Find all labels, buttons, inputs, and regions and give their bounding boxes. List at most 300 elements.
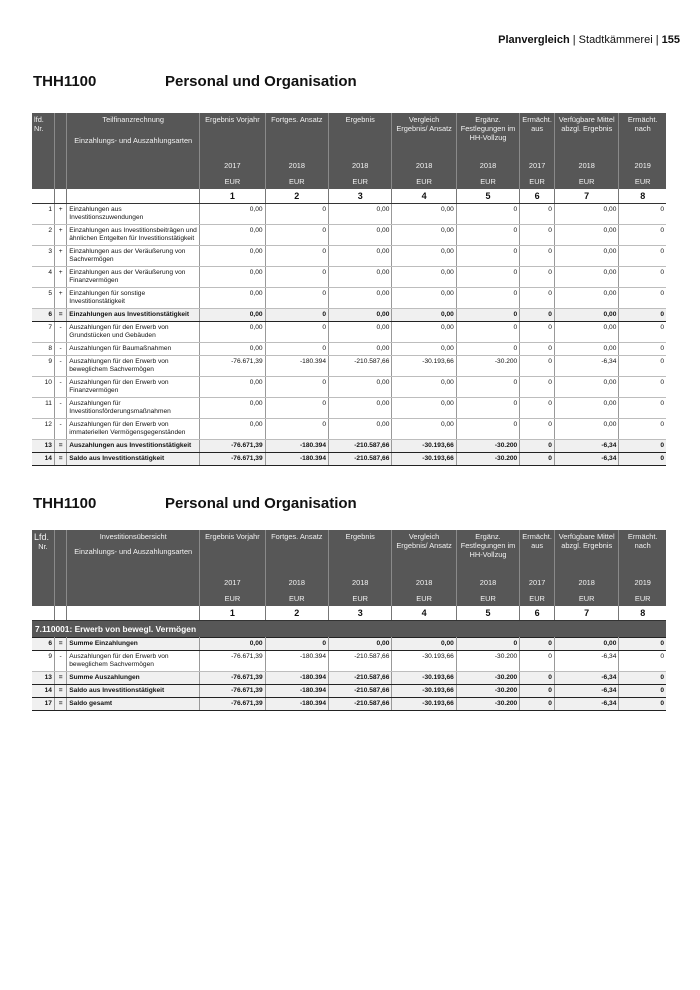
value-cell: 0 — [520, 698, 555, 711]
value-cell: -30.193,66 — [392, 356, 456, 377]
unit-cell: EUR — [554, 173, 618, 189]
col-header-6: Ermächt. aus — [520, 113, 555, 157]
value-cell: 0,00 — [329, 225, 392, 246]
row-label: Summe Einzahlungen — [67, 638, 200, 651]
investitionsuebersicht-table — [32, 530, 666, 711]
value-cell: 0,00 — [329, 419, 392, 440]
section2-title — [33, 495, 357, 512]
col-header-4: Vergleich Ergebnis/ Ansatz — [392, 530, 456, 574]
col-index: 6 — [520, 189, 555, 204]
unit-cell: EUR — [520, 173, 555, 189]
row-label: Auszahlungen für den Erwerb von Finanzvermögen — [67, 377, 200, 398]
value-cell: 0 — [520, 309, 555, 322]
col-header-3: Ergebnis — [329, 530, 392, 574]
table-row — [32, 267, 666, 288]
unit-cell: EUR — [265, 173, 328, 189]
value-cell: 0 — [265, 398, 328, 419]
value-cell: 0,00 — [200, 419, 265, 440]
row-label: Auszahlungen für Investitionsförderungsmaßnahmen — [67, 398, 200, 419]
row-label: Saldo gesamt — [67, 698, 200, 711]
value-cell: 0 — [520, 638, 555, 651]
row-sign: = — [54, 638, 66, 651]
row-sign: + — [54, 225, 66, 246]
row-number: 3 — [32, 246, 54, 267]
table-body — [32, 638, 666, 711]
value-cell: 0,00 — [329, 398, 392, 419]
unit-cell: EUR — [392, 590, 456, 606]
year-cell: 2018 — [456, 574, 519, 590]
value-cell: -30.200 — [456, 651, 519, 672]
value-cell: -30.193,66 — [392, 698, 456, 711]
value-cell: -180.394 — [265, 453, 328, 466]
value-cell: 0 — [619, 246, 666, 267]
value-cell: 0 — [265, 309, 328, 322]
col-header-2: Fortges. Ansatz — [265, 530, 328, 574]
value-cell: 0,00 — [329, 343, 392, 356]
nr-header-bottom: Nr. — [38, 542, 48, 551]
unit-cell: EUR — [456, 590, 519, 606]
value-cell: 0 — [520, 398, 555, 419]
teilfinanzrechnung-table — [32, 113, 666, 466]
row-number: 11 — [32, 398, 54, 419]
value-cell: 0 — [456, 246, 519, 267]
value-cell: 0 — [619, 288, 666, 309]
value-cell: 0 — [619, 651, 666, 672]
unit-cell: EUR — [392, 173, 456, 189]
year-cell: 2019 — [619, 157, 666, 173]
section2-code: THH1100 — [33, 495, 97, 512]
row-number: 9 — [32, 356, 54, 377]
value-cell: -30.193,66 — [392, 651, 456, 672]
row-label: Einzahlungen aus der Veräußerung von Finanzvermögen — [67, 267, 200, 288]
table-row — [32, 651, 666, 672]
value-cell: 0,00 — [392, 419, 456, 440]
value-cell: -30.193,66 — [392, 685, 456, 698]
year-cell: 2017 — [200, 157, 265, 173]
value-cell: -30.200 — [456, 356, 519, 377]
year-cell: 2018 — [554, 157, 618, 173]
value-cell: 0,00 — [392, 322, 456, 343]
value-cell: 0 — [520, 343, 555, 356]
sub-label: Einzahlungs- und Auszahlungsarten — [74, 547, 193, 556]
col-index: 1 — [200, 189, 265, 204]
col-index: 8 — [619, 189, 666, 204]
col-index: 1 — [200, 606, 265, 621]
col-header-5: Ergänz. Festlegungen im HH-Vollzug — [456, 113, 519, 157]
value-cell: 0 — [265, 267, 328, 288]
table-title-cell — [67, 113, 200, 157]
value-cell: 0 — [619, 672, 666, 685]
value-cell: 0 — [520, 419, 555, 440]
value-cell: 0,00 — [329, 204, 392, 225]
value-cell: 0,00 — [329, 638, 392, 651]
year-cell: 2018 — [329, 157, 392, 173]
value-cell: 0 — [520, 288, 555, 309]
value-cell: -210.587,66 — [329, 651, 392, 672]
value-cell: 0,00 — [392, 267, 456, 288]
col-index: 5 — [456, 606, 519, 621]
unit-cell: EUR — [619, 173, 666, 189]
value-cell: 0 — [456, 225, 519, 246]
col-index: 5 — [456, 189, 519, 204]
row-number: 10 — [32, 377, 54, 398]
value-cell: -30.193,66 — [392, 440, 456, 453]
value-cell: 0 — [265, 638, 328, 651]
value-cell: 0 — [520, 225, 555, 246]
row-sign: - — [54, 419, 66, 440]
nr-header — [32, 530, 54, 574]
value-cell: 0 — [456, 377, 519, 398]
table-title: Investitionsübersicht — [99, 532, 167, 541]
value-cell: 0,00 — [554, 204, 618, 225]
value-cell: 0 — [619, 267, 666, 288]
total-row — [32, 698, 666, 711]
table-row — [32, 398, 666, 419]
value-cell: 0 — [456, 398, 519, 419]
table-title-cell — [67, 530, 200, 574]
header-separator: | — [655, 34, 662, 46]
value-cell: -6,34 — [554, 440, 618, 453]
value-cell: 0 — [619, 440, 666, 453]
row-number: 2 — [32, 225, 54, 246]
table-row — [32, 322, 666, 343]
value-cell: -6,34 — [554, 453, 618, 466]
value-cell: -180.394 — [265, 356, 328, 377]
row-label: Auszahlungen für den Erwerb von immateriellen Vermögensgegenständen — [67, 419, 200, 440]
row-number: 13 — [32, 672, 54, 685]
value-cell: 0 — [619, 225, 666, 246]
total-row — [32, 685, 666, 698]
year-cell: 2018 — [456, 157, 519, 173]
value-cell: 0 — [520, 377, 555, 398]
year-cell: 2018 — [265, 574, 328, 590]
value-cell: -30.193,66 — [392, 453, 456, 466]
value-cell: 0,00 — [392, 225, 456, 246]
value-cell: 0,00 — [329, 246, 392, 267]
year-cell: 2018 — [392, 574, 456, 590]
value-cell: 0,00 — [554, 267, 618, 288]
row-label: Auszahlungen für den Erwerb von beweglichem Sachvermögen — [67, 356, 200, 377]
value-cell: 0,00 — [554, 225, 618, 246]
row-label: Einzahlungen für sonstige Investitionstätigkeit — [67, 288, 200, 309]
unit-cell: EUR — [554, 590, 618, 606]
row-sign: = — [54, 672, 66, 685]
value-cell: 0 — [456, 419, 519, 440]
value-cell: 0 — [619, 343, 666, 356]
value-cell: 0,00 — [554, 377, 618, 398]
value-cell: 0 — [520, 672, 555, 685]
table-row — [32, 288, 666, 309]
value-cell: -76.671,39 — [200, 453, 265, 466]
value-cell: 0 — [619, 204, 666, 225]
value-cell: 0,00 — [200, 343, 265, 356]
value-cell: 0,00 — [392, 204, 456, 225]
row-number: 6 — [32, 309, 54, 322]
col-header-6: Ermächt. aus — [520, 530, 555, 574]
value-cell: 0,00 — [200, 309, 265, 322]
value-cell: -180.394 — [265, 685, 328, 698]
value-cell: 0 — [520, 453, 555, 466]
row-sign: + — [54, 204, 66, 225]
year-cell: 2017 — [520, 574, 555, 590]
total-row — [32, 453, 666, 466]
col-header-1: Ergebnis Vorjahr — [200, 113, 265, 157]
value-cell: 0 — [265, 225, 328, 246]
value-cell: 0,00 — [392, 638, 456, 651]
value-cell: 0 — [619, 398, 666, 419]
value-cell: 0 — [265, 246, 328, 267]
value-cell: 0 — [456, 309, 519, 322]
row-label: Summe Auszahlungen — [67, 672, 200, 685]
row-number: 14 — [32, 453, 54, 466]
sub-label: Einzahlungs- und Auszahlungsarten — [74, 136, 193, 145]
page-header — [498, 34, 680, 46]
value-cell: -6,34 — [554, 356, 618, 377]
value-cell: 0,00 — [392, 246, 456, 267]
value-cell: 0 — [520, 685, 555, 698]
year-cell: 2018 — [392, 157, 456, 173]
value-cell: 0 — [520, 356, 555, 377]
value-cell: 0,00 — [200, 267, 265, 288]
table-body — [32, 204, 666, 466]
value-cell: 0 — [520, 204, 555, 225]
unit-cell: EUR — [329, 173, 392, 189]
value-cell: -210.587,66 — [329, 698, 392, 711]
value-cell: -30.193,66 — [392, 672, 456, 685]
value-cell: -180.394 — [265, 672, 328, 685]
row-number: 4 — [32, 267, 54, 288]
value-cell: 0,00 — [200, 322, 265, 343]
value-cell: -180.394 — [265, 440, 328, 453]
value-cell: -180.394 — [265, 698, 328, 711]
col-header-4: Vergleich Ergebnis/ Ansatz — [392, 113, 456, 157]
col-index: 6 — [520, 606, 555, 621]
value-cell: 0,00 — [200, 638, 265, 651]
value-cell: -6,34 — [554, 651, 618, 672]
value-cell: -6,34 — [554, 685, 618, 698]
value-cell: -6,34 — [554, 672, 618, 685]
value-cell: -30.200 — [456, 685, 519, 698]
row-number: 8 — [32, 343, 54, 356]
unit-cell: EUR — [456, 173, 519, 189]
row-number: 5 — [32, 288, 54, 309]
page-number: 155 — [661, 34, 680, 46]
col-index: 3 — [329, 606, 392, 621]
row-sign: - — [54, 343, 66, 356]
row-sign: - — [54, 377, 66, 398]
row-sign: + — [54, 267, 66, 288]
value-cell: -30.200 — [456, 672, 519, 685]
col-index: 8 — [619, 606, 666, 621]
col-header-3: Ergebnis — [329, 113, 392, 157]
header-department: Stadtkämmerei — [578, 34, 653, 46]
row-number: 14 — [32, 685, 54, 698]
value-cell: 0 — [520, 651, 555, 672]
row-sign: + — [54, 246, 66, 267]
row-label: Saldo aus Investitionstätigkeit — [67, 685, 200, 698]
year-cell: 2018 — [329, 574, 392, 590]
row-sign: = — [54, 453, 66, 466]
row-label: Auszahlungen aus Investitionstätigkeit — [67, 440, 200, 453]
value-cell: -210.587,66 — [329, 685, 392, 698]
unit-cell: EUR — [200, 173, 265, 189]
unit-cell: EUR — [329, 590, 392, 606]
value-cell: -210.587,66 — [329, 672, 392, 685]
col-index: 2 — [265, 189, 328, 204]
row-number: 12 — [32, 419, 54, 440]
col-index: 4 — [392, 189, 456, 204]
value-cell: -76.671,39 — [200, 672, 265, 685]
table-title: Teilfinanzrechnung — [102, 115, 165, 124]
row-number: 6 — [32, 638, 54, 651]
row-label: Auszahlungen für Baumaßnahmen — [67, 343, 200, 356]
table-row — [32, 419, 666, 440]
value-cell: 0,00 — [200, 288, 265, 309]
col-header-2: Fortges. Ansatz — [265, 113, 328, 157]
col-index: 3 — [329, 189, 392, 204]
value-cell: 0 — [265, 204, 328, 225]
unit-cell: EUR — [200, 590, 265, 606]
row-label: Einzahlungen aus Investitionstätigkeit — [67, 309, 200, 322]
col-header-5: Ergänz. Festlegungen im HH-Vollzug — [456, 530, 519, 574]
row-number: 13 — [32, 440, 54, 453]
row-number: 9 — [32, 651, 54, 672]
row-sign: = — [54, 309, 66, 322]
value-cell: -76.671,39 — [200, 698, 265, 711]
value-cell: 0 — [520, 267, 555, 288]
col-index: 2 — [265, 606, 328, 621]
value-cell: 0,00 — [200, 225, 265, 246]
header-section: Planvergleich — [498, 34, 570, 46]
col-header-1: Ergebnis Vorjahr — [200, 530, 265, 574]
col-header-7: Verfügbare Mittel abzgl. Ergebnis — [554, 530, 618, 574]
value-cell: 0 — [456, 322, 519, 343]
value-cell: 0 — [619, 419, 666, 440]
unit-cell: EUR — [520, 590, 555, 606]
value-cell: -30.200 — [456, 698, 519, 711]
row-label: Einzahlungen aus der Veräußerung von Sachvermögen — [67, 246, 200, 267]
value-cell: -210.587,66 — [329, 440, 392, 453]
year-cell: 2017 — [520, 157, 555, 173]
section1-code: THH1100 — [33, 73, 97, 90]
total-row — [32, 638, 666, 651]
value-cell: 0 — [456, 638, 519, 651]
year-cell: 2018 — [265, 157, 328, 173]
value-cell: 0,00 — [200, 398, 265, 419]
value-cell: 0,00 — [554, 638, 618, 651]
value-cell: -76.671,39 — [200, 651, 265, 672]
header-separator: | — [572, 34, 579, 46]
value-cell: 0,00 — [329, 267, 392, 288]
row-sign: = — [54, 440, 66, 453]
table-row — [32, 204, 666, 225]
year-cell: 2018 — [554, 574, 618, 590]
year-cell: 2017 — [200, 574, 265, 590]
value-cell: 0,00 — [392, 288, 456, 309]
section1-name: Personal und Organisation — [165, 73, 357, 90]
value-cell: 0 — [619, 377, 666, 398]
table-row — [32, 356, 666, 377]
value-cell: 0 — [265, 322, 328, 343]
value-cell: 0,00 — [200, 246, 265, 267]
value-cell: 0,00 — [392, 377, 456, 398]
value-cell: 0,00 — [329, 309, 392, 322]
row-number: 7 — [32, 322, 54, 343]
value-cell: 0 — [520, 322, 555, 343]
value-cell: 0 — [619, 309, 666, 322]
value-cell: 0 — [619, 453, 666, 466]
row-sign: - — [54, 398, 66, 419]
row-sign: = — [54, 685, 66, 698]
row-number: 1 — [32, 204, 54, 225]
col-header-8: Ermächt. nach — [619, 113, 666, 157]
value-cell: 0,00 — [392, 309, 456, 322]
value-cell: 0,00 — [200, 204, 265, 225]
row-label: Auszahlungen für den Erwerb von Grundstücken und Gebäuden — [67, 322, 200, 343]
value-cell: 0,00 — [329, 377, 392, 398]
value-cell: 0 — [456, 204, 519, 225]
row-label: Auszahlungen für den Erwerb von beweglichem Sachvermögen — [67, 651, 200, 672]
col-index: 7 — [554, 189, 618, 204]
value-cell: 0,00 — [554, 343, 618, 356]
value-cell: 0 — [265, 343, 328, 356]
value-cell: 0,00 — [554, 288, 618, 309]
col-header-7: Verfügbare Mittel abzgl. Ergebnis — [554, 113, 618, 157]
col-index: 4 — [392, 606, 456, 621]
value-cell: 0,00 — [329, 288, 392, 309]
row-sign: - — [54, 356, 66, 377]
nr-header: lfd. Nr. — [32, 113, 54, 157]
value-cell: -76.671,39 — [200, 440, 265, 453]
value-cell: 0 — [520, 246, 555, 267]
value-cell: 0 — [265, 377, 328, 398]
section2-name: Personal und Organisation — [165, 495, 357, 512]
row-sign: - — [54, 322, 66, 343]
row-sign: - — [54, 651, 66, 672]
row-number: 17 — [32, 698, 54, 711]
value-cell: 0 — [456, 288, 519, 309]
table-row — [32, 225, 666, 246]
table-row — [32, 246, 666, 267]
value-cell: 0 — [619, 322, 666, 343]
total-row — [32, 672, 666, 685]
value-cell: -210.587,66 — [329, 453, 392, 466]
value-cell: 0 — [619, 698, 666, 711]
value-cell: -210.587,66 — [329, 356, 392, 377]
value-cell: 0,00 — [554, 309, 618, 322]
nr-header-top: Lfd. — [34, 532, 50, 542]
value-cell: 0,00 — [329, 322, 392, 343]
unit-cell: EUR — [619, 590, 666, 606]
value-cell: -76.671,39 — [200, 685, 265, 698]
row-label: Einzahlungen aus Investitionsbeiträgen und ähnlichen Entgelten für Investitionstätigkeit — [67, 225, 200, 246]
col-header-8: Ermächt. nach — [619, 530, 666, 574]
value-cell: 0 — [619, 638, 666, 651]
value-cell: -30.200 — [456, 440, 519, 453]
value-cell: 0,00 — [392, 398, 456, 419]
value-cell: 0 — [619, 356, 666, 377]
row-sign: = — [54, 698, 66, 711]
value-cell: 0,00 — [554, 246, 618, 267]
total-row — [32, 309, 666, 322]
table-row — [32, 343, 666, 356]
value-cell: -180.394 — [265, 651, 328, 672]
section1-title — [33, 73, 357, 90]
row-label: Saldo aus Investitionstätigkeit — [67, 453, 200, 466]
value-cell: 0 — [456, 343, 519, 356]
value-cell: 0 — [456, 267, 519, 288]
total-row — [32, 440, 666, 453]
